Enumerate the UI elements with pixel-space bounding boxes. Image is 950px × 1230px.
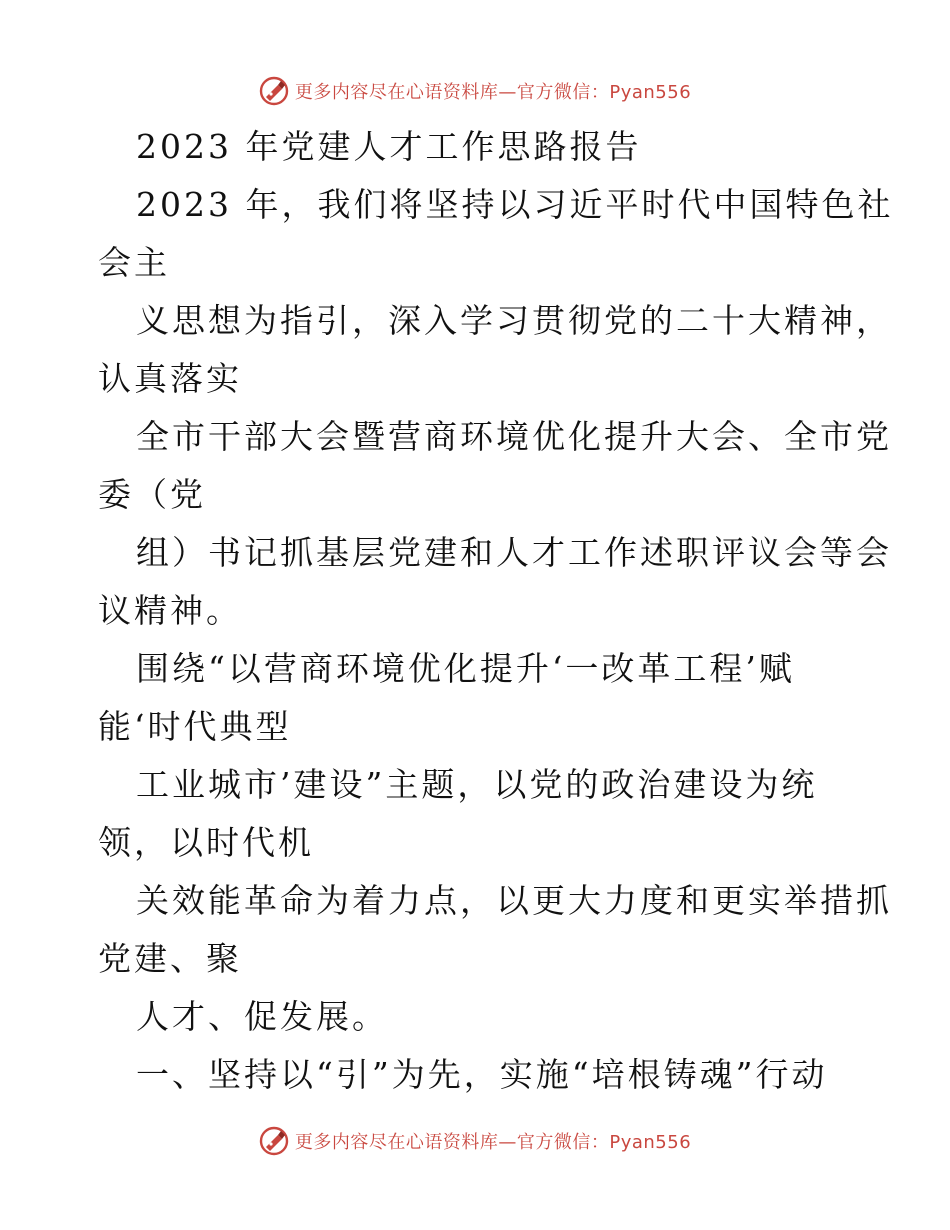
section-heading: 一、坚持以“引”为先，实施“培根铸魂”行动 (136, 1055, 828, 1094)
header-watermark (0, 74, 950, 108)
paragraph-line: 会主 (98, 243, 170, 282)
quill-pen-logo-icon (259, 76, 289, 106)
paragraph-line: 组）书记抓基层党建和人才工作述职评议会等会 (136, 533, 892, 572)
paragraph-line: 委（党 (98, 475, 206, 514)
paragraph-line: 全市干部大会暨营商环境优化提升大会、全市党 (136, 417, 892, 456)
document-title: 2023 年党建人才工作思路报告 (136, 127, 642, 166)
watermark-text: 更多内容尽在心语资料库—官方微信：Pyan556 (294, 82, 692, 103)
paragraph-line: 能‘时代典型 (98, 707, 292, 746)
paragraph-line: 2023 年，我们将坚持以习近平时代中国特色社 (136, 185, 894, 224)
paragraph-line: 党建、聚 (98, 939, 242, 978)
quill-pen-logo-icon (259, 1126, 289, 1156)
watermark-text: 更多内容尽在心语资料库—官方微信：Pyan556 (294, 1132, 692, 1153)
paragraph-line: 工业城市’建设”主题，以党的政治建设为统 (136, 765, 818, 804)
paragraph-line: 义思想为指引，深入学习贯彻党的二十大精神， (136, 301, 892, 340)
paragraph-line: 围绕“以营商环境优化提升‘一改革工程’赋 (136, 649, 795, 688)
paragraph-line: 议精神。 (98, 591, 242, 630)
paragraph-line: 关效能革命为着力点，以更大力度和更实举措抓 (136, 881, 892, 920)
footer-watermark (0, 1124, 950, 1158)
paragraph-line: 领，以时代机 (98, 823, 314, 862)
paragraph-line: 人才、促发展。 (136, 997, 388, 1036)
document-body (98, 118, 894, 1104)
paragraph-line: 认真落实 (98, 359, 242, 398)
